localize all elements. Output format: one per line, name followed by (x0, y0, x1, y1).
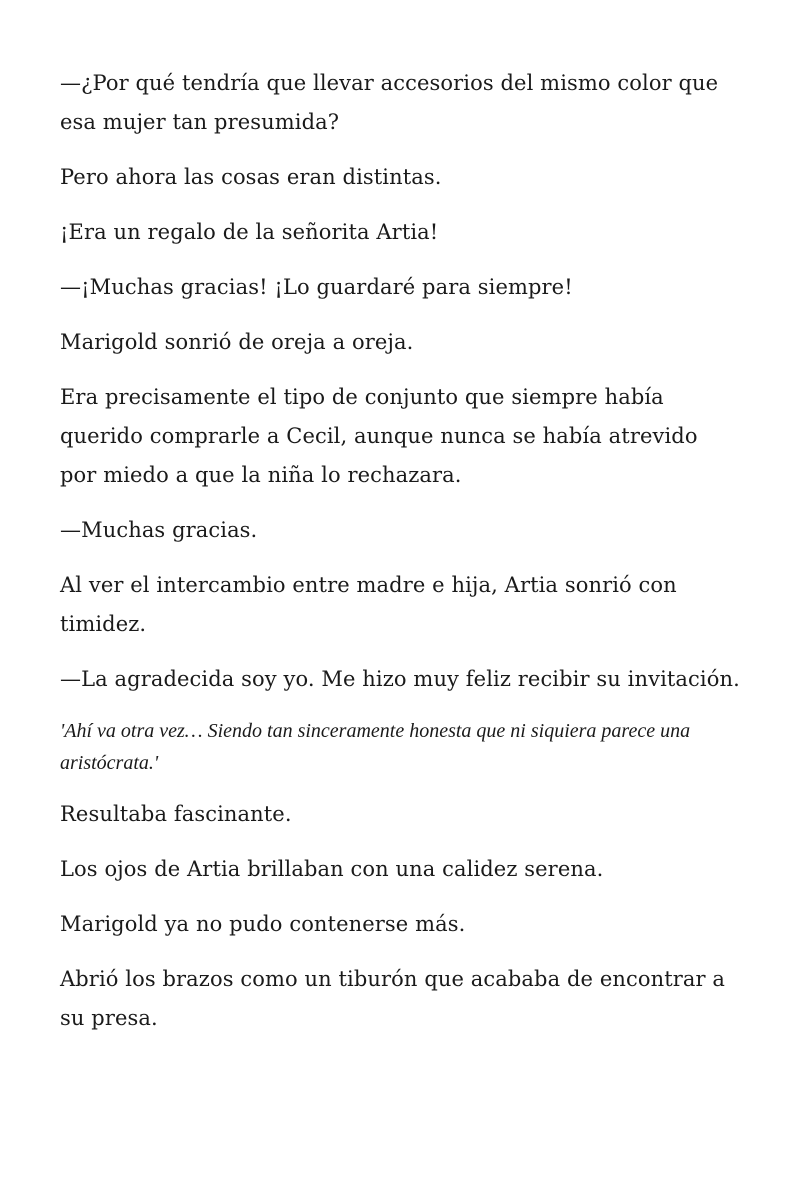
paragraph-3: ¡Era un regalo de la señorita Artia! (60, 220, 439, 244)
paragraph-12: Los ojos de Artia brillaban con una calidez serena. (60, 857, 604, 881)
paragraph-11: Resultaba fascinante. (60, 802, 292, 826)
paragraph-1: —¿Por qué tendría que llevar accesorios del mismo color que esa mujer tan presumida? (60, 71, 719, 134)
paragraph-8: Al ver el intercambio entre madre e hija, Artia sonrió con timidez. (60, 573, 677, 636)
paragraph-13: Marigold ya no pudo contenerse más. (60, 912, 466, 936)
paragraph-2: Pero ahora las cosas eran distintas. (60, 165, 442, 189)
paragraph-7: —Muchas gracias. (60, 518, 258, 542)
paragraph-6: Era precisamente el tipo de conjunto que siempre había querido comprarle a Cecil, aunque nunca se había atrevido por miedo a que la niña lo rechazara. (60, 385, 698, 487)
paragraph-4: —¡Muchas gracias! ¡Lo guardaré para siempre! (60, 275, 573, 299)
paragraph-14: Abrió los brazos como un tiburón que acababa de encontrar a su presa. (60, 967, 726, 1030)
paragraph-9: —La agradecida soy yo. Me hizo muy feliz recibir su invitación. (60, 667, 740, 691)
inner-thought-paragraph: 'Ahí va otra vez… Siendo tan sinceramente honesta que ni siquiera parece una aristócrata.' (60, 720, 691, 774)
paragraph-5: Marigold sonrió de oreja a oreja. (60, 330, 414, 354)
